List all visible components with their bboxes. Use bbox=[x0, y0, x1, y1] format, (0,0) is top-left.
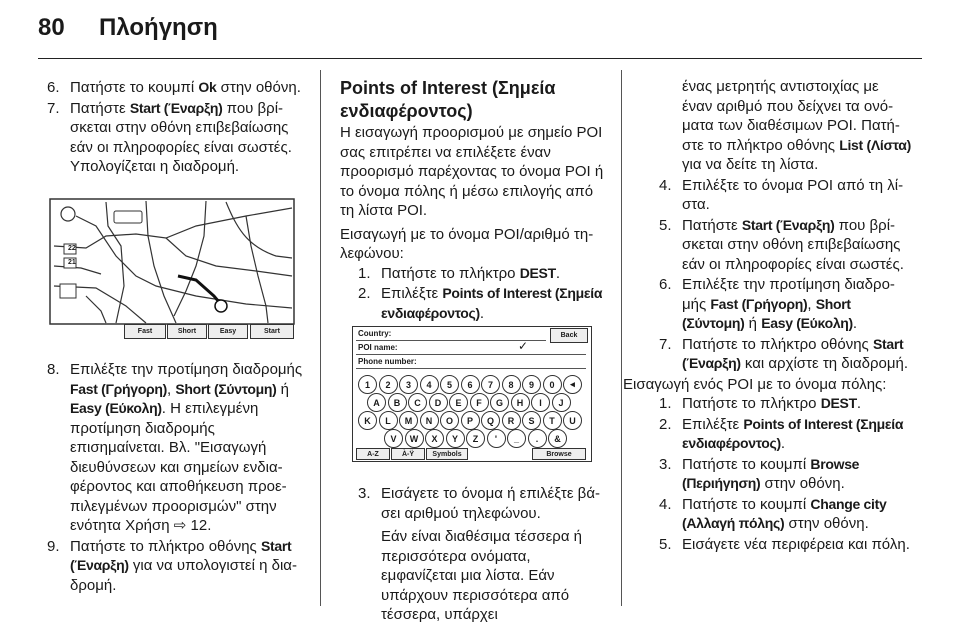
keyboard-key[interactable]: Q bbox=[481, 411, 500, 430]
poi-step-3: 3. Εισάγετε το όνομα ή επιλέξτε βάσει αριθμού τηλεφώνου. bbox=[358, 485, 600, 522]
city-step-3: 3. Πατήστε το κουμπί Browse (Περιήγηση) στην οθόνη. bbox=[659, 455, 860, 492]
accented-button[interactable]: À-Ÿ bbox=[391, 448, 425, 460]
column-divider bbox=[320, 70, 321, 606]
header-divider bbox=[38, 58, 922, 59]
route-map-figure bbox=[46, 196, 298, 342]
exit-badge: 22 bbox=[68, 245, 76, 252]
check-icon: ✓ bbox=[518, 339, 529, 353]
back-button[interactable]: Back bbox=[550, 328, 588, 343]
keyboard-key[interactable]: R bbox=[502, 411, 521, 430]
keyboard-key[interactable]: N bbox=[420, 411, 439, 430]
poi-step-7: 7. Πατήστε το πλήκτρο οθόνης Start (Έναρξη) και αρχίστε τη διαδρομή. bbox=[659, 335, 908, 372]
column-divider bbox=[621, 70, 622, 606]
city-step-4: 4. Πατήστε το κουμπί Change city (Αλλαγή πόλης) στην οθόνη. bbox=[659, 495, 887, 532]
intro-paragraph-2: Εισαγωγή με το όνομα POI/αριθμό τηλεφώνου: bbox=[340, 225, 594, 262]
country-label: Country: bbox=[358, 329, 392, 338]
fast-button[interactable]: Fast bbox=[124, 324, 166, 339]
keyboard-key[interactable]: 7 bbox=[481, 375, 500, 394]
keyboard-key[interactable]: O bbox=[440, 411, 459, 430]
keyboard-key[interactable]: P bbox=[461, 411, 480, 430]
poi-step-3-note: Εάν είναι διαθέσιμα τέσσερα ή περισσότερα ονόματα, εμφανίζεται μια λίστα. Εάν υπάρχουν περισσότερα από τέσσερα, υπάρχει bbox=[381, 528, 583, 623]
page-number: 80 bbox=[38, 14, 65, 41]
poi-step-1: 1. Πατήστε το πλήκτρο DEST. bbox=[358, 264, 561, 282]
continued-paragraph: ένας μετρητής αντιστοιχίας με έναν αριθμό που δείχνει τα ονόματα των διαθέσιμων POI. Πατήστε το πλήκτρο οθόνης List (Λίστα) για να δείτε τη λίστα. bbox=[682, 78, 911, 173]
keyboard-key[interactable]: T bbox=[543, 411, 562, 430]
keyboard-key[interactable]: M bbox=[399, 411, 418, 430]
keyboard-key[interactable]: J bbox=[552, 393, 571, 412]
left-column-lower bbox=[47, 360, 309, 596]
step-8: 8. Επιλέξτε την προτίμηση διαδρομής Fast (Γρήγορη), Short (Σύντομη) ή Easy (Εύκολη). Η επιλεγμένη προτίμηση διαδρομής επισημαίνεται. Βλ. "Εισαγωγή διευθύνσεων και σημείων ενδιαφέροντος και αποθήκευση προεπιλεγμένων προορισμών" στην ενότητα Χρήση ⇨ 12. bbox=[47, 361, 303, 534]
symbols-button[interactable]: Symbols bbox=[426, 448, 468, 460]
phone-number-field[interactable]: Phone number: bbox=[358, 357, 417, 366]
keyboard-key[interactable]: Z bbox=[466, 429, 485, 448]
left-column bbox=[47, 78, 309, 178]
page-header bbox=[38, 14, 922, 46]
poi-step-2: 2. Επιλέξτε Points of Interest (Σημεία ενδιαφέροντος). bbox=[358, 285, 603, 322]
keyboard-key[interactable]: I bbox=[531, 393, 550, 412]
browse-button[interactable]: Browse bbox=[532, 448, 586, 460]
easy-button[interactable]: Easy bbox=[208, 324, 248, 339]
step-6: 6. Πατήστε το κουμπί Ok στην οθόνη. bbox=[47, 79, 301, 96]
keyboard-key[interactable]: 4 bbox=[420, 375, 439, 394]
map-illustration bbox=[46, 196, 298, 342]
keyboard-key[interactable]: G bbox=[490, 393, 509, 412]
intro-paragraph: Η εισαγωγή προορισμού με σημείο POI σας επιτρέπει να επιλέξετε έναν προορισμό παρέχοντας το όνομα POI ή το όνομα πόλης ή μέσω επιλογής από τη λίστα POI. bbox=[340, 124, 604, 219]
page-title: Πλοήγηση bbox=[99, 14, 218, 41]
keyboard-key[interactable]: X bbox=[425, 429, 444, 448]
keyboard-key[interactable]: B bbox=[388, 393, 407, 412]
keyboard-key[interactable]: C bbox=[408, 393, 427, 412]
short-button[interactable]: Short bbox=[167, 324, 207, 339]
exit-badge: 21 bbox=[68, 259, 76, 266]
city-intro-paragraph: Εισαγωγή ενός POI με το όνομα πόλης: bbox=[623, 375, 887, 393]
keyboard-key[interactable]: A bbox=[367, 393, 386, 412]
keyboard-key[interactable]: K bbox=[358, 411, 377, 430]
poi-name-field[interactable]: POI name: bbox=[358, 343, 398, 352]
az-button[interactable]: A-Z bbox=[356, 448, 390, 460]
keyboard-key[interactable]: 0 bbox=[543, 375, 562, 394]
page-ref-arrow-icon: ⇨ bbox=[173, 517, 191, 534]
city-step-2: 2. Επιλέξτε Points of Interest (Σημεία ενδιαφέροντος). bbox=[659, 415, 904, 452]
keyboard-key[interactable]: 8 bbox=[502, 375, 521, 394]
middle-column-lower bbox=[340, 484, 606, 625]
keyboard-key[interactable]: _ bbox=[507, 429, 526, 448]
poi-keyboard-figure bbox=[340, 324, 596, 466]
keyboard-key[interactable]: & bbox=[548, 429, 567, 448]
keyboard-key[interactable]: H bbox=[511, 393, 530, 412]
keyboard-key[interactable]: 9 bbox=[522, 375, 541, 394]
start-button[interactable]: Start bbox=[250, 324, 294, 339]
city-step-5: 5. Εισάγετε νέα περιφέρεια και πόλη. bbox=[659, 535, 910, 553]
step-7: 7. Πατήστε Start (Έναρξη) που βρίσκεται στην οθόνη επιβεβαίωσης εάν οι πληροφορίες είναι σωστές. Υπολογίζεται η διαδρομή. bbox=[47, 99, 292, 175]
keyboard-key[interactable]: S bbox=[522, 411, 541, 430]
keyboard-key[interactable]: V bbox=[384, 429, 403, 448]
city-step-1: 1. Πατήστε το πλήκτρο DEST. bbox=[659, 395, 862, 412]
middle-column bbox=[340, 77, 606, 324]
keyboard-key[interactable]: 2 bbox=[379, 375, 398, 394]
right-column bbox=[623, 77, 913, 555]
keyboard-key[interactable]: 1 bbox=[358, 375, 377, 394]
step-9: 9. Πατήστε το πλήκτρο οθόνης Start (Έναρξη) για να υπολογιστεί η διαδρομή. bbox=[47, 537, 297, 594]
keyboard-key[interactable]: W bbox=[405, 429, 424, 448]
section-heading: Points of Interest (Σημεία ενδιαφέροντος) bbox=[340, 78, 556, 121]
keyboard-key[interactable]: 6 bbox=[461, 375, 480, 394]
keyboard-key[interactable]: . bbox=[528, 429, 547, 448]
keyboard-key[interactable]: 3 bbox=[399, 375, 418, 394]
keyboard-key[interactable]: 5 bbox=[440, 375, 459, 394]
keyboard-key[interactable]: F bbox=[470, 393, 489, 412]
poi-step-6: 6. Επιλέξτε την προτίμηση διαδρομής Fast (Γρήγορη), Short (Σύντομη) ή Easy (Εύκολη). bbox=[659, 276, 895, 332]
keyboard-key[interactable]: E bbox=[449, 393, 468, 412]
poi-step-4: 4. Επιλέξτε το όνομα POI από τη λίστα. bbox=[659, 176, 904, 213]
poi-step-5: 5. Πατήστε Start (Έναρξη) που βρίσκεται στην οθόνη επιβεβαίωσης εάν οι πληροφορίες είναι σωστές. bbox=[659, 216, 904, 273]
keyboard-key[interactable]: ' bbox=[487, 429, 506, 448]
keyboard-key[interactable]: D bbox=[429, 393, 448, 412]
keyboard-key[interactable]: ◂ bbox=[563, 375, 582, 394]
keyboard-key[interactable]: Y bbox=[446, 429, 465, 448]
keyboard-key[interactable]: L bbox=[379, 411, 398, 430]
keyboard-key[interactable]: U bbox=[563, 411, 582, 430]
